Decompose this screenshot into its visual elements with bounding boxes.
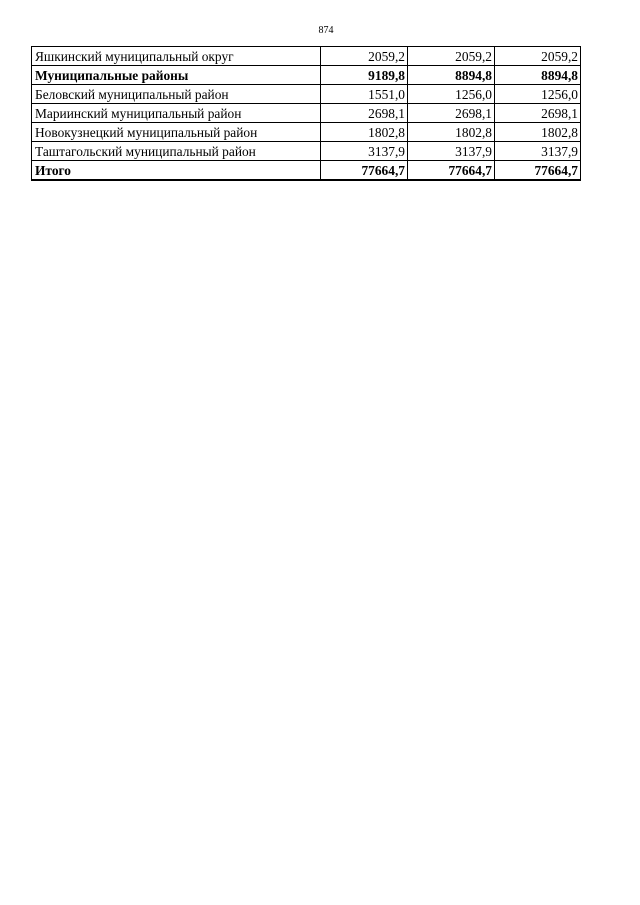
- row-value-1: 1551,0: [321, 85, 408, 104]
- table-row-municipal-districts-subtotal: [32, 66, 581, 85]
- row-value-3: 2059,2: [495, 47, 581, 66]
- table-row-total: [32, 161, 581, 181]
- row-name: Муниципальные районы: [32, 66, 321, 85]
- row-value-2: 3137,9: [408, 142, 495, 161]
- row-value-2: 1256,0: [408, 85, 495, 104]
- row-value-1: 1802,8: [321, 123, 408, 142]
- row-name: Итого: [32, 161, 321, 181]
- row-value-1: 2059,2: [321, 47, 408, 66]
- row-value-2: 2059,2: [408, 47, 495, 66]
- row-value-3: 1256,0: [495, 85, 581, 104]
- table-row-mariinsky: [32, 104, 581, 123]
- row-name: Таштагольский муниципальный район: [32, 142, 321, 161]
- table-row-belovsky: [32, 85, 581, 104]
- row-name: Беловский муниципальный район: [32, 85, 321, 104]
- row-value-1: 77664,7: [321, 161, 408, 181]
- table-row-yashkinsky: [32, 47, 581, 66]
- row-value-1: 9189,8: [321, 66, 408, 85]
- table-row-novokuznetsky: [32, 123, 581, 142]
- row-name: Новокузнецкий муниципальный район: [32, 123, 321, 142]
- row-value-3: 77664,7: [495, 161, 581, 181]
- row-value-3: 1802,8: [495, 123, 581, 142]
- row-value-1: 2698,1: [321, 104, 408, 123]
- row-value-2: 2698,1: [408, 104, 495, 123]
- row-value-2: 8894,8: [408, 66, 495, 85]
- row-name: Мариинский муниципальный район: [32, 104, 321, 123]
- row-value-2: 1802,8: [408, 123, 495, 142]
- row-value-1: 3137,9: [321, 142, 408, 161]
- row-value-2: 77664,7: [408, 161, 495, 181]
- row-value-3: 3137,9: [495, 142, 581, 161]
- row-name: Яшкинский муниципальный округ: [32, 47, 321, 66]
- page-number: 874: [318, 25, 334, 36]
- row-value-3: 8894,8: [495, 66, 581, 85]
- table-row-tashtagolsky: [32, 142, 581, 161]
- row-value-3: 2698,1: [495, 104, 581, 123]
- budget-table: [31, 46, 581, 181]
